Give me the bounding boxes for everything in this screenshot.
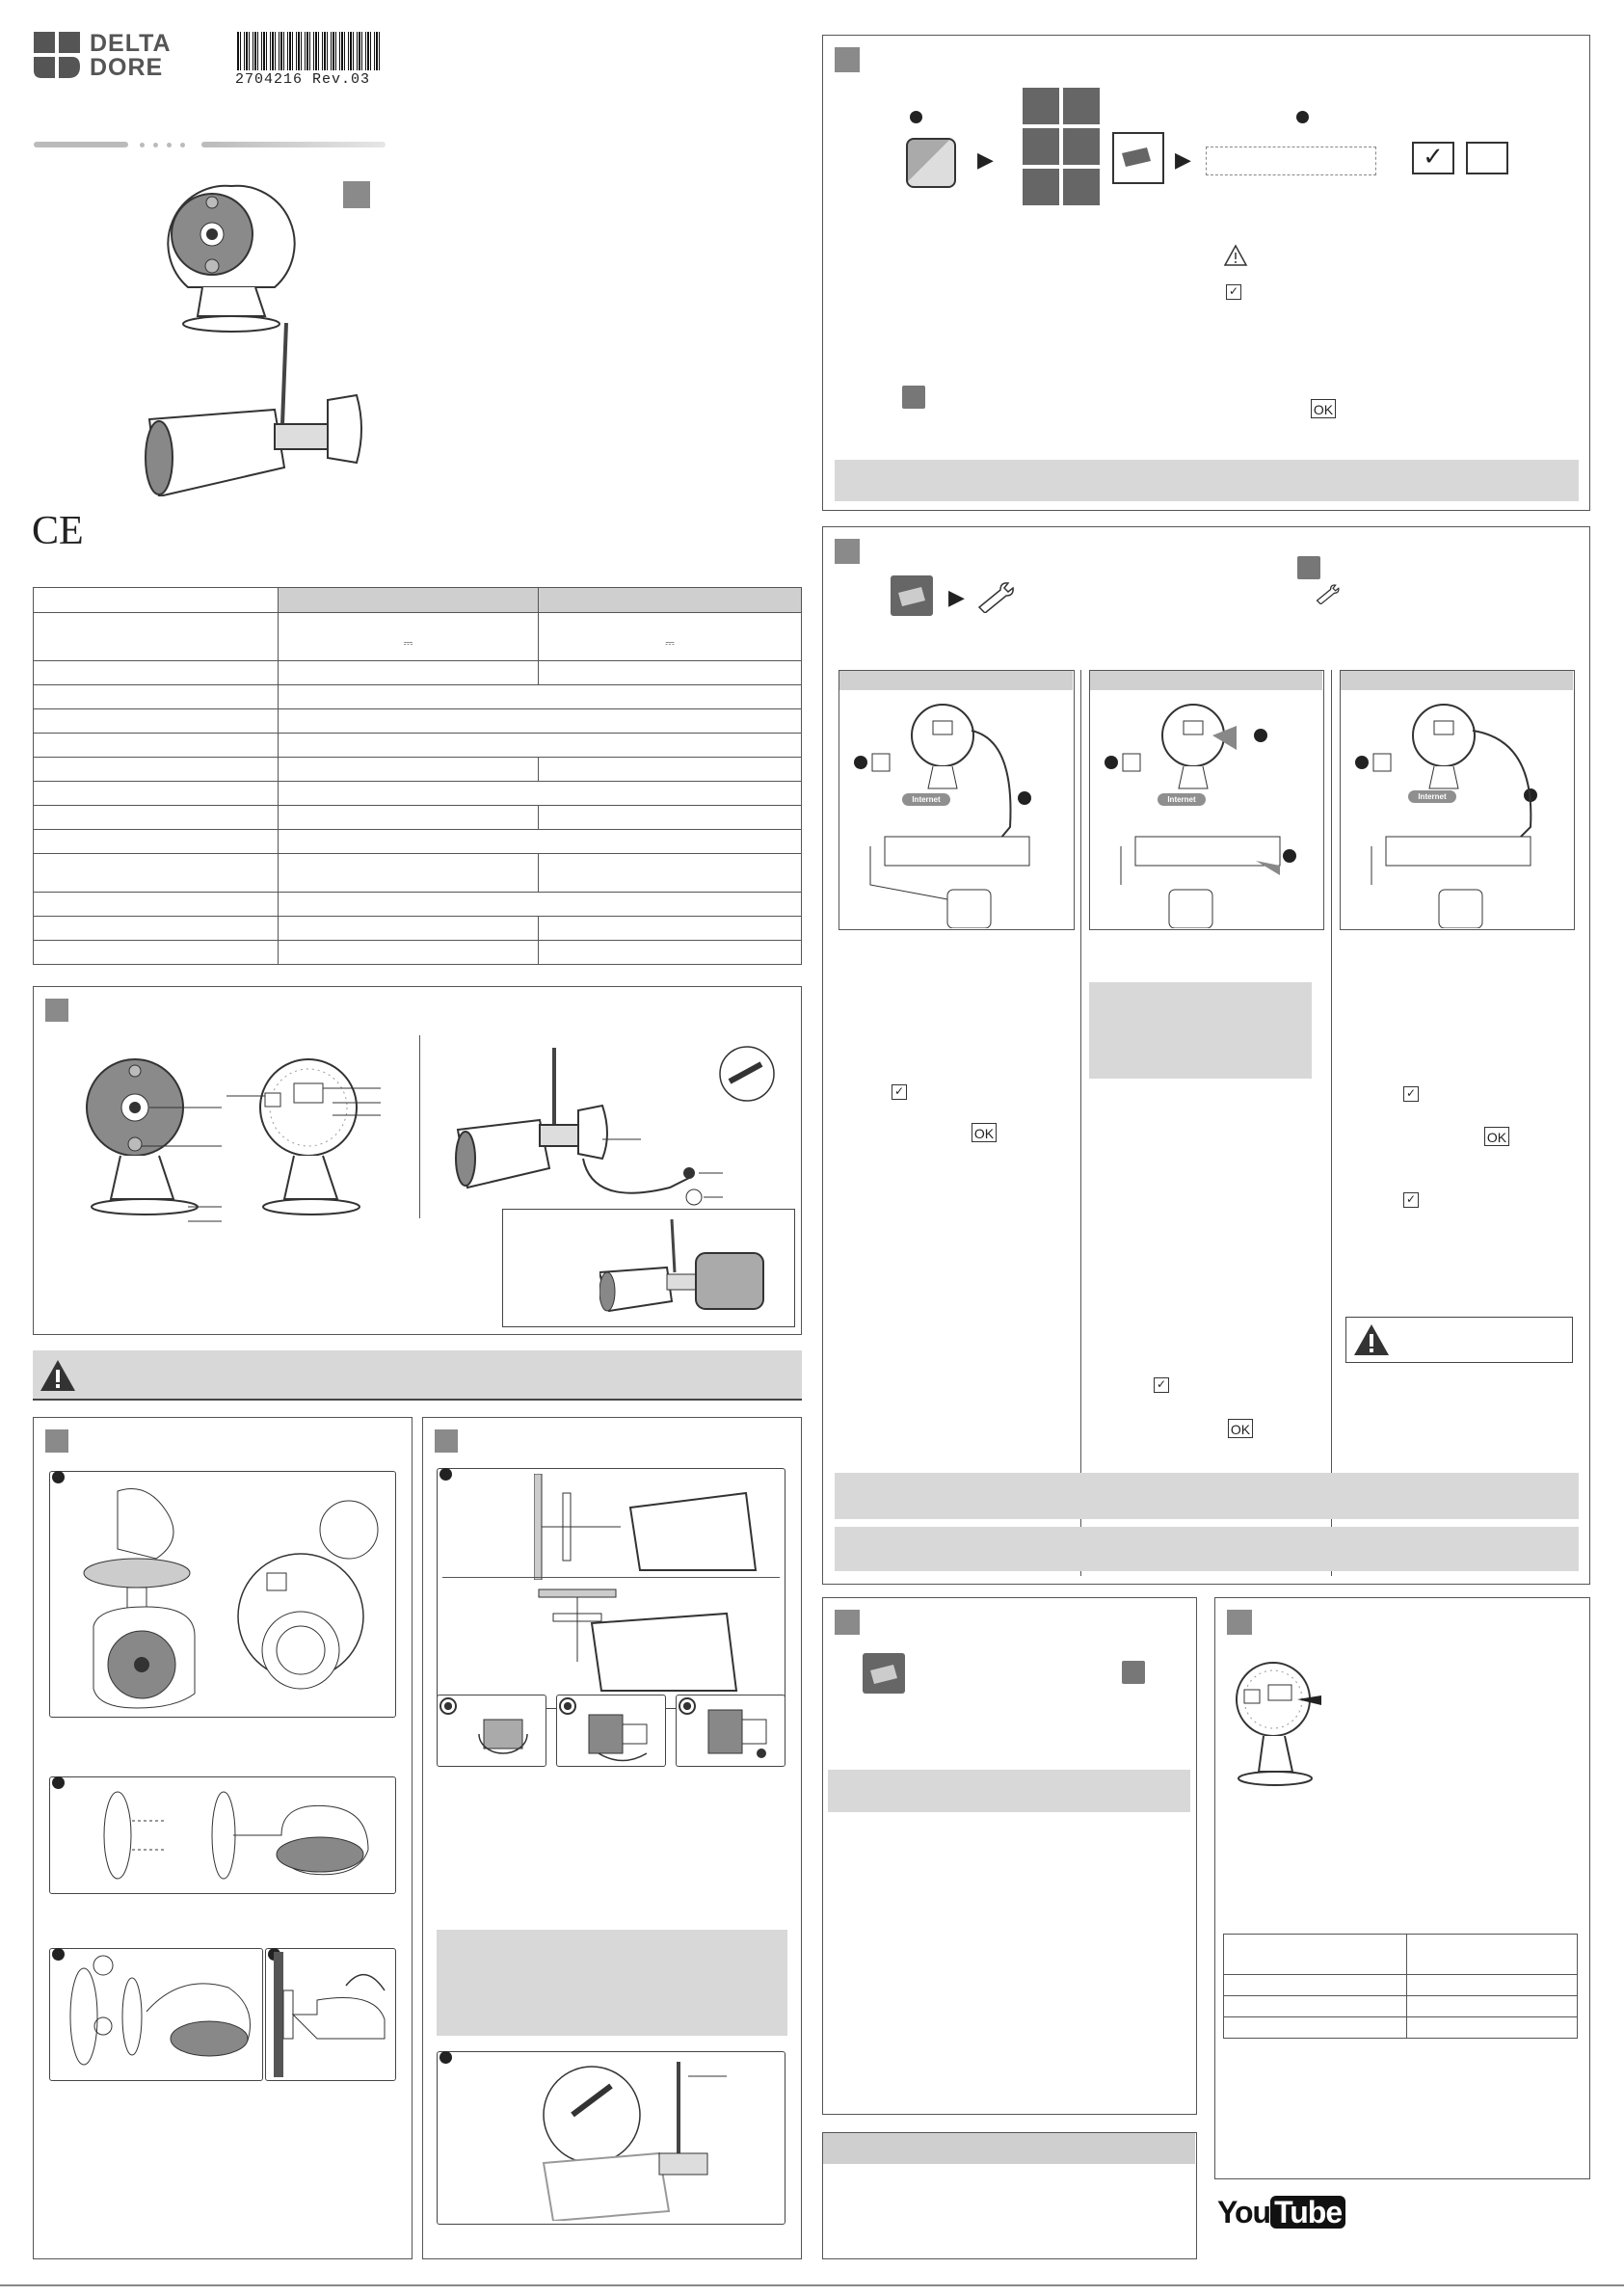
section-number-square — [45, 999, 68, 1022]
step-bullet-ring — [679, 1697, 696, 1715]
wifi-setup-wiring-diagram — [1343, 692, 1574, 928]
section-number-square — [835, 1610, 860, 1635]
column-header — [839, 671, 1073, 690]
confirm-checkbox-large[interactable]: ✓ — [1412, 142, 1454, 174]
indoor-camera-illustration — [159, 181, 304, 345]
indoor-installation-panel — [33, 1417, 413, 2259]
note-band — [828, 1770, 1190, 1812]
youtube-logo[interactable] — [1217, 2196, 1345, 2235]
section-number-square — [835, 539, 860, 564]
ethernet-option-column — [839, 670, 1075, 930]
checkbox-icon: ✓ — [1403, 1192, 1419, 1208]
outdoor-camera-side-icon — [448, 1043, 785, 1226]
step-d-illustration — [265, 1948, 396, 2081]
column-header — [1341, 671, 1573, 690]
camera-tile-small — [1122, 1661, 1145, 1684]
note-band — [835, 1473, 1579, 1519]
base-fixing-screws-icon — [89, 1782, 378, 1888]
internet-cloud: Internet — [902, 793, 950, 806]
camera-wall-tilt-icon — [269, 1952, 394, 2077]
attach-camera-to-base-icon — [55, 1954, 257, 2079]
outdoor-camera-illustration — [140, 323, 371, 496]
delta-dore-logo-icon — [34, 32, 82, 80]
column-header — [1090, 671, 1322, 690]
step-bullet — [439, 2051, 452, 2064]
indoor-camera-front-icon — [82, 1050, 226, 1233]
product-description-panel — [33, 986, 802, 1335]
checkbox-icon: ✓ — [1226, 284, 1241, 300]
screw-antenna-icon — [534, 2057, 785, 2221]
note-band — [835, 1527, 1579, 1571]
loosen-ring-icon — [465, 1700, 542, 1763]
ok-button[interactable]: OK — [1311, 399, 1336, 418]
app-menu-grid — [1023, 88, 1100, 261]
step-bullet-ring — [559, 1697, 576, 1715]
specifications-table: ⎓ ⎓ — [33, 587, 802, 965]
step-bullet — [1296, 111, 1309, 123]
section-number-square — [835, 47, 860, 72]
brand-name-line-2: DORE — [90, 54, 164, 81]
empty-checkbox-large[interactable] — [1466, 142, 1508, 174]
camera-access-panel — [822, 1597, 1197, 2115]
ok-button[interactable]: OK — [1228, 1419, 1253, 1438]
camera-category-button[interactable] — [1112, 132, 1164, 184]
step-bullet — [439, 1468, 452, 1481]
internet-cloud: Internet — [1158, 793, 1206, 806]
warning-triangle-icon — [39, 1358, 77, 1393]
ok-button[interactable]: OK — [972, 1123, 997, 1142]
camera-tile-small — [1297, 556, 1320, 579]
adjust-step-1 — [437, 1695, 546, 1767]
ok-button[interactable]: OK — [1484, 1127, 1509, 1146]
outdoor-installation-panel — [422, 1417, 802, 2259]
app-tile-button[interactable] — [906, 138, 956, 188]
ethernet-wiring-diagram — [841, 692, 1073, 928]
step-a-illustration — [49, 1471, 396, 1718]
youtube-logo-text: You — [1217, 2195, 1271, 2229]
step-bullet — [910, 111, 922, 123]
brand-logo — [34, 32, 207, 82]
play-arrow-icon: ▶ — [948, 585, 965, 609]
wall-mount-exploded-icon — [534, 1474, 775, 1580]
note-band — [437, 1930, 787, 2036]
step-b-illustration — [49, 1776, 396, 1894]
wps-wiring-diagram — [1092, 692, 1323, 928]
mount-divider — [442, 1577, 780, 1578]
section-number-square — [45, 1429, 68, 1453]
ceiling-mount-exploded-icon — [534, 1585, 775, 1700]
adjust-step-3 — [676, 1695, 785, 1767]
warning-triangle-icon — [1223, 244, 1248, 267]
column-divider — [1331, 670, 1332, 1576]
camera-tile-small — [902, 386, 925, 409]
network-connection-panel — [822, 526, 1590, 1585]
youtube-logo-box: Tube — [1270, 2196, 1345, 2229]
hand-unscrew-base-icon — [60, 1482, 387, 1713]
orient-camera-icon — [584, 1700, 661, 1763]
play-arrow-icon: ▶ — [1175, 147, 1191, 172]
wrench-icon[interactable] — [975, 580, 1018, 613]
play-arrow-icon: ▶ — [977, 147, 994, 172]
warning-box — [1345, 1317, 1573, 1363]
header-divider — [34, 142, 386, 147]
code-entry-field[interactable] — [1206, 147, 1376, 175]
info-box-header — [823, 2133, 1195, 2164]
checkbox-icon: ✓ — [1154, 1377, 1169, 1393]
checkbox-icon: ✓ — [1403, 1086, 1419, 1102]
brand-name-line-1: DELTA — [90, 30, 172, 57]
wrench-icon — [1315, 583, 1342, 604]
reset-status-table — [1223, 1934, 1578, 2039]
camera-app-tile[interactable] — [863, 1653, 905, 1694]
warning-triangle-icon — [1352, 1322, 1391, 1357]
note-band — [835, 460, 1579, 501]
note-band — [1089, 982, 1312, 1079]
step-bullet-ring — [439, 1697, 457, 1715]
step-c-illustration — [49, 1948, 263, 2081]
document-reference: 2704216 Rev.03 — [235, 71, 371, 88]
antenna-mount-illustration — [437, 2051, 785, 2225]
wall-ceiling-mount-illustration — [437, 1468, 785, 1709]
wifi-cable-option-column — [1340, 670, 1575, 930]
column-divider — [419, 1035, 420, 1218]
reset-panel — [1214, 1597, 1590, 2179]
adjust-step-2 — [556, 1695, 666, 1767]
camera-tile-icon — [1114, 134, 1158, 178]
wall-mount-inset — [502, 1209, 795, 1327]
tighten-ring-icon — [704, 1700, 781, 1763]
internet-cloud: Internet — [1408, 790, 1456, 803]
outdoor-camera-wallbox-icon — [599, 1215, 792, 1321]
indoor-camera-back-icon — [226, 1050, 390, 1233]
section-number-square — [343, 181, 370, 208]
camera-tile-icon — [891, 575, 933, 616]
section-number-square — [1227, 1610, 1252, 1635]
barcode — [237, 32, 382, 70]
reset-button-camera-icon — [1225, 1661, 1331, 1796]
wifi-wps-option-column — [1089, 670, 1324, 930]
warning-banner — [33, 1350, 802, 1401]
page-bottom-rule — [0, 2284, 1624, 2286]
ce-mark: CE — [32, 509, 84, 553]
info-box — [822, 2132, 1197, 2259]
step-bullet — [52, 1776, 65, 1789]
app-setup-panel — [822, 35, 1590, 511]
section-number-square — [435, 1429, 458, 1453]
camera-settings-tile[interactable] — [891, 575, 933, 616]
column-divider — [1080, 670, 1081, 1576]
checkbox-icon: ✓ — [892, 1084, 907, 1100]
camera-tile-icon — [863, 1653, 905, 1694]
